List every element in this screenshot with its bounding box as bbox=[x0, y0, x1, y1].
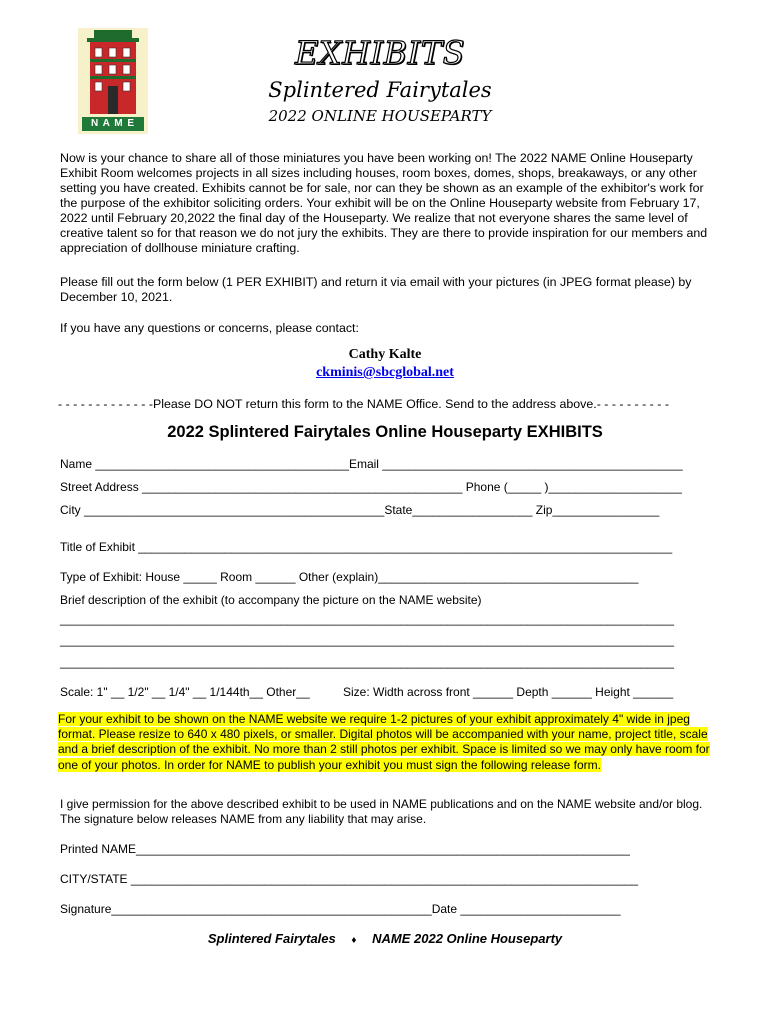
page-title: EXHIBITS bbox=[294, 34, 466, 72]
name-logo bbox=[78, 28, 148, 134]
city-state-zip-field[interactable]: City _____________________________________________State__________________ Zip________________ bbox=[60, 503, 660, 517]
name-email-field[interactable]: Name ______________________________________Email _____________________________________________ bbox=[60, 457, 683, 471]
permission-statement: I give permission for the above described exhibit to be used in NAME publications and on the NAME website and/or blog. The signature below releases NAME from any liability that may arise. bbox=[60, 797, 703, 826]
deadline-paragraph: Please fill out the form below (1 PER EXHIBIT) and return it via email with your pictures (in JPEG format please) by December 10, 2021. bbox=[60, 275, 692, 304]
size-field[interactable]: Size: Width across front ______ Depth ______ Height ______ bbox=[343, 685, 674, 699]
description-line-1[interactable]: ____________________________________________________________________________________________ bbox=[60, 612, 674, 626]
exhibit-title-field[interactable]: Title of Exhibit ________________________________________________________________________________ bbox=[60, 540, 673, 554]
contact-name: Cathy Kalte bbox=[348, 347, 422, 362]
contact-intro: If you have any questions or concerns, please contact: bbox=[60, 321, 359, 335]
street-phone-field[interactable]: Street Address ________________________________________________ Phone (_____ )____________________ bbox=[60, 480, 682, 494]
scale-field[interactable]: Scale: 1" __ 1/2" __ 1/4" __ 1/144th__ Other__ bbox=[60, 685, 310, 699]
description-line-2[interactable]: ____________________________________________________________________________________________ bbox=[60, 633, 674, 647]
photo-requirements-notice: For your exhibit to be shown on the NAME website we require 1-2 pictures of your exhibit approximately 4" wide in jpeg format. Please resize to 640 x 480 pixels, or smaller. Digital photos will be accompanied with your name, project title, scale and a brief description of the exhibit. No more than 2 still photos per exhibit. Space is limited so we may only have room for one of your photos. In order for NAME to publish your exhibit you must sign the following release form. bbox=[58, 712, 710, 772]
description-label: Brief description of the exhibit (to accompany the picture on the NAME website) bbox=[60, 593, 482, 607]
event-title: 2022 ONLINE HOUSEPARTY bbox=[268, 107, 492, 125]
logo-label: N A M E bbox=[90, 118, 136, 129]
intro-paragraph: Now is your chance to share all of those miniatures you have been working on! The 2022 NAME Online Houseparty Exhibit Room welcomes projects in all sizes including houses, room boxes, domes, shops, breakaways, or any other setting you have created. Exhibits cannot be for sale, nor can they be shown as an example of the exhibitor's work for the purpose of the exhibitor soliciting orders. Your exhibit will be on the Online Houseparty website from February 17, 2022 until February 20,2022 the final day of the Houseparty. We realize that not everyone shares the same level of creative talent so for that reason we do not jury the exhibits. They are there to provide inspiration for our members and appreciation of dollhouse miniature crafting. bbox=[60, 151, 708, 255]
diamond-icon: ♦ bbox=[351, 935, 357, 946]
description-line-3[interactable]: ____________________________________________________________________________________________ bbox=[60, 655, 674, 669]
form-heading: 2022 Splintered Fairytales Online Houseparty EXHIBITS bbox=[167, 423, 603, 441]
printed-name-field[interactable]: Printed NAME__________________________________________________________________________ bbox=[60, 842, 630, 856]
city-state-field[interactable]: CITY/STATE ____________________________________________________________________________ bbox=[60, 872, 639, 886]
page-subtitle: Splintered Fairytales bbox=[268, 78, 492, 102]
return-separator: - - - - - - - - - - - - -Please DO NOT return this form to the NAME Office. Send to the address above.- - - - - - - - - - bbox=[58, 397, 669, 411]
contact-email-link[interactable]: ckminis@sbcglobal.net bbox=[316, 365, 454, 380]
footer-right: NAME 2022 Online Houseparty bbox=[372, 931, 563, 946]
signature-date-field[interactable]: Signature________________________________________________Date ________________________ bbox=[60, 902, 621, 916]
footer-left: Splintered Fairytales bbox=[207, 931, 336, 946]
footer bbox=[60, 931, 710, 946]
exhibit-type-field[interactable]: Type of Exhibit: House _____ Room ______ Other (explain)_______________________________________ bbox=[60, 570, 639, 584]
